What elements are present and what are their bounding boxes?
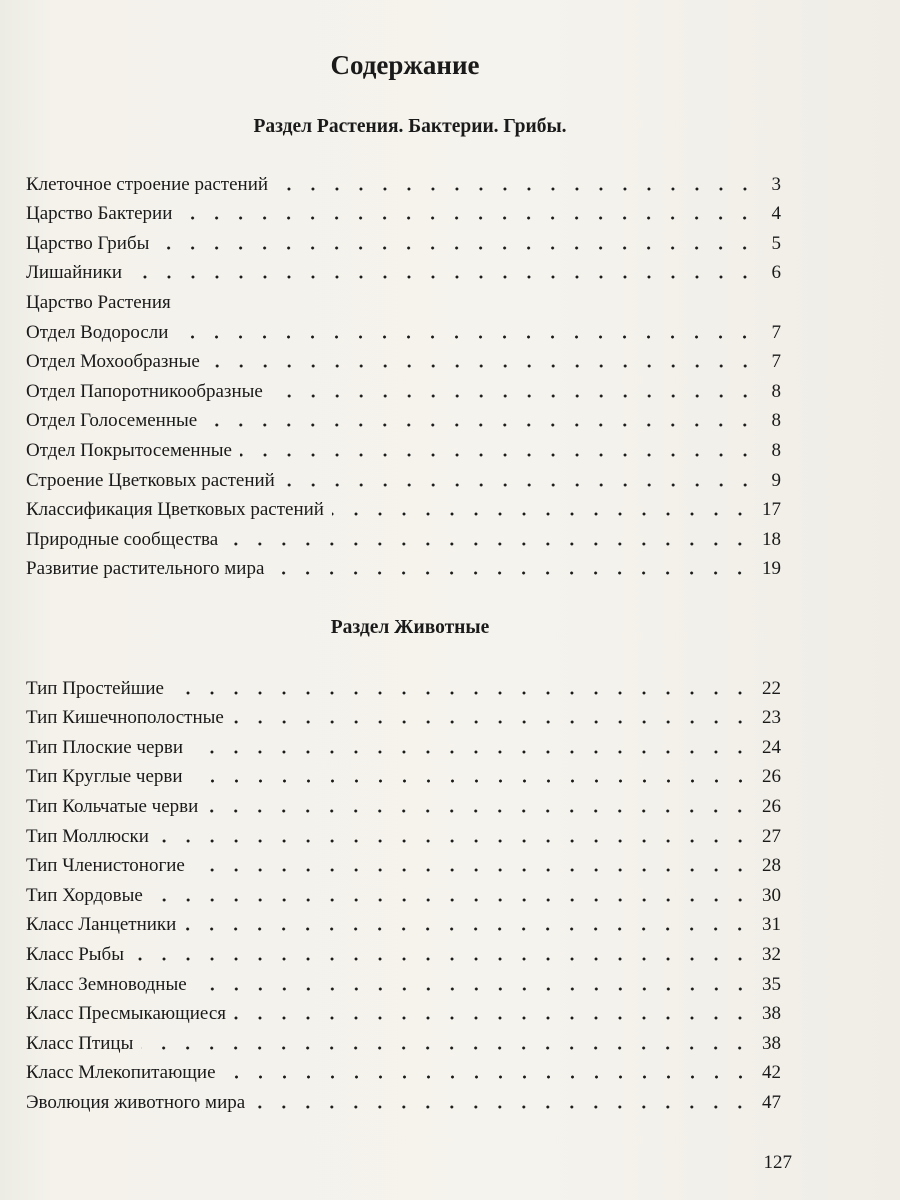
page-title: Содержание — [330, 50, 480, 80]
toc-entry-label: Строение Цветковых растений — [26, 469, 275, 491]
toc-entry-page: 7 — [771, 351, 781, 373]
toc-entry — [26, 1084, 781, 1114]
toc-entry-label: Лишайники — [26, 262, 123, 284]
toc-entry — [26, 729, 781, 759]
toc-entry-label: Тип Хордовые — [26, 884, 143, 906]
toc-entry-label: Тип Членистоногие — [26, 855, 185, 877]
toc-entry-label: Отдел Мохообразные — [26, 351, 200, 373]
dot-leader — [157, 839, 752, 843]
toc-entry — [26, 670, 781, 700]
toc-entry-label: Отдел Папоротникообразные — [26, 380, 263, 402]
toc-entry — [26, 759, 781, 789]
toc-entry-label: Класс Млекопитающие — [26, 1062, 216, 1084]
toc-entry — [26, 936, 781, 966]
toc-entry — [26, 373, 781, 403]
toc-entry-page: 24 — [762, 736, 781, 758]
toc-entry-page: 26 — [762, 795, 781, 817]
toc-entry-page: 18 — [762, 528, 781, 550]
toc-entry-page: 31 — [762, 914, 781, 936]
dot-leader — [240, 453, 757, 457]
toc-entry-label: Класс Рыбы — [26, 943, 124, 965]
dot-leader — [283, 483, 757, 487]
dot-leader — [141, 1046, 752, 1050]
toc-entry — [26, 877, 781, 907]
toc-entry-page: 38 — [762, 1003, 781, 1025]
dot-leader — [332, 512, 752, 516]
section-title-plants: Раздел Растения. Бактерии. Грибы. — [253, 116, 567, 137]
toc-entry-page: 42 — [762, 1062, 781, 1084]
dot-leader — [193, 868, 752, 872]
toc-entry-page: 19 — [762, 558, 781, 580]
toc-entry-page: 6 — [771, 262, 781, 284]
toc-entry-page: 27 — [762, 825, 781, 847]
toc-entry — [26, 907, 781, 937]
toc-entry — [26, 700, 781, 730]
toc-entry-label: Природные сообщества — [26, 528, 219, 550]
toc-entry-label: Класс Земноводные — [26, 973, 187, 995]
dot-leader — [130, 275, 757, 279]
toc-entry-page: 35 — [762, 973, 781, 995]
toc-list-animals — [26, 670, 781, 1114]
toc-entry-page: 17 — [762, 499, 781, 521]
toc-entry-page: 26 — [762, 766, 781, 788]
toc-entry-label: Отдел Водоросли — [26, 321, 169, 343]
toc-list-plants — [26, 166, 781, 580]
toc-entry — [26, 492, 781, 522]
toc-entry-page: 28 — [762, 855, 781, 877]
toc-entry-page: 3 — [771, 173, 781, 195]
toc-entry-label: Царство Грибы — [26, 232, 150, 254]
toc-entry-page: 8 — [771, 410, 781, 432]
toc-entry — [26, 966, 781, 996]
dot-leader — [234, 1016, 752, 1020]
toc-entry — [26, 225, 781, 255]
dot-leader — [151, 898, 752, 902]
toc-entry-label: Класс Ланцетники — [26, 914, 177, 936]
dot-leader — [176, 335, 757, 339]
section-title-animals: Раздел Животные — [330, 617, 490, 638]
toc-entry — [26, 284, 781, 314]
toc-entry — [26, 166, 781, 196]
toc-entry — [26, 196, 781, 226]
toc-entry-label: Царство Бактерии — [26, 203, 173, 225]
toc-entry-label: Отдел Покрытосеменные — [26, 439, 232, 461]
dot-leader — [272, 571, 752, 575]
toc-entry-label: Тип Кишечнополостные — [26, 707, 224, 729]
toc-entry — [26, 818, 781, 848]
toc-entry-page: 23 — [762, 707, 781, 729]
dot-leader — [224, 1075, 752, 1079]
toc-entry-label: Класс Птицы — [26, 1032, 134, 1054]
toc-entry-label: Клеточное строение растений — [26, 173, 269, 195]
toc-entry — [26, 551, 781, 581]
dot-leader — [157, 246, 757, 250]
toc-entry-label: Тип Круглые черви — [26, 766, 183, 788]
dot-leader — [206, 809, 752, 813]
toc-entry-page: 8 — [771, 439, 781, 461]
dot-leader — [180, 216, 757, 220]
dot-leader — [271, 394, 757, 398]
toc-entry — [26, 521, 781, 551]
toc-entry-page: 5 — [771, 232, 781, 254]
dot-leader — [276, 187, 757, 191]
toc-entry-page: 22 — [762, 677, 781, 699]
toc-entry — [26, 1055, 781, 1085]
toc-entry-page: 32 — [762, 943, 781, 965]
dot-leader — [132, 957, 752, 961]
toc-entry — [26, 344, 781, 374]
dot-leader — [205, 423, 757, 427]
toc-entry-label: Эволюция животного мира — [26, 1091, 246, 1113]
toc-entry-page: 9 — [771, 469, 781, 491]
toc-entry — [26, 403, 781, 433]
toc-entry-page: 8 — [771, 380, 781, 402]
toc-entry-label: Класс Пресмыкающиеся — [26, 1003, 227, 1025]
page-number: 127 — [763, 1152, 792, 1173]
dot-leader — [191, 779, 752, 783]
toc-entry — [26, 788, 781, 818]
toc-entry — [26, 848, 781, 878]
toc-entry — [26, 255, 781, 285]
toc-entry — [26, 432, 781, 462]
dot-leader — [226, 542, 752, 546]
toc-entry-page: 47 — [762, 1091, 781, 1113]
toc-entry-page: 30 — [762, 884, 781, 906]
dot-leader — [184, 927, 752, 931]
toc-entry-label: Развитие растительного мира — [26, 558, 265, 580]
toc-entry-label: Классификация Цветковых растений — [26, 499, 324, 521]
dot-leader — [179, 305, 757, 309]
dot-leader — [191, 750, 752, 754]
toc-entry-label: Тип Моллюски — [26, 825, 149, 847]
toc-entry-page: 7 — [771, 321, 781, 343]
toc-entry-label: Тип Кольчатые черви — [26, 795, 199, 817]
toc-entry-label: Тип Простейшие — [26, 677, 164, 699]
dot-leader — [232, 720, 752, 724]
dot-leader — [195, 987, 752, 991]
toc-entry — [26, 314, 781, 344]
dot-leader — [172, 691, 752, 695]
toc-entry-label: Царство Растения — [26, 291, 171, 313]
toc-entry — [26, 996, 781, 1026]
toc-entry-page: 4 — [771, 203, 781, 225]
toc-entry-label: Тип Плоские черви — [26, 736, 184, 758]
dot-leader — [253, 1105, 752, 1109]
dot-leader — [208, 364, 757, 368]
toc-entry-page: 38 — [762, 1032, 781, 1054]
toc-entry-label: Отдел Голосеменные — [26, 410, 198, 432]
toc-entry — [26, 462, 781, 492]
toc-entry — [26, 1025, 781, 1055]
